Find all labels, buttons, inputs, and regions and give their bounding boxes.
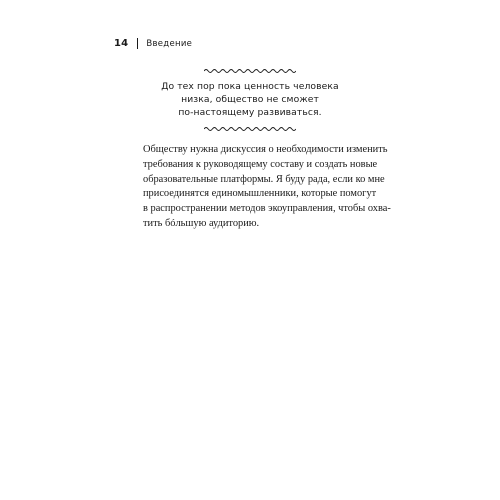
quote-line: низка, общество не сможет xyxy=(181,94,319,106)
header-separator xyxy=(137,38,138,49)
pull-quote xyxy=(150,80,350,120)
body-line: тить бóльшую аудиторию. xyxy=(143,217,260,229)
body-line: образовательные платформы. Я буду рада, если ко мне xyxy=(143,173,385,185)
body-line: присоединятся единомышленники, которые помогут xyxy=(143,188,377,200)
section-title: Введение xyxy=(146,38,193,49)
quote-line: До тех пор пока ценность человека xyxy=(161,81,339,92)
body-line: требования к руководящему составу и создать новые xyxy=(143,158,378,170)
body-paragraph xyxy=(143,143,391,232)
body-line: Обществу нужна дискуссия о необходимости изменить xyxy=(143,144,388,155)
wavy-divider-bottom xyxy=(204,125,296,133)
running-header xyxy=(114,38,192,49)
body-line: в распространении методов экоуправления, чтобы охва- xyxy=(143,203,391,215)
page-number: 14 xyxy=(114,38,129,49)
quote-line: по-настоящему развиваться. xyxy=(178,107,322,119)
wavy-divider-top xyxy=(204,67,296,75)
